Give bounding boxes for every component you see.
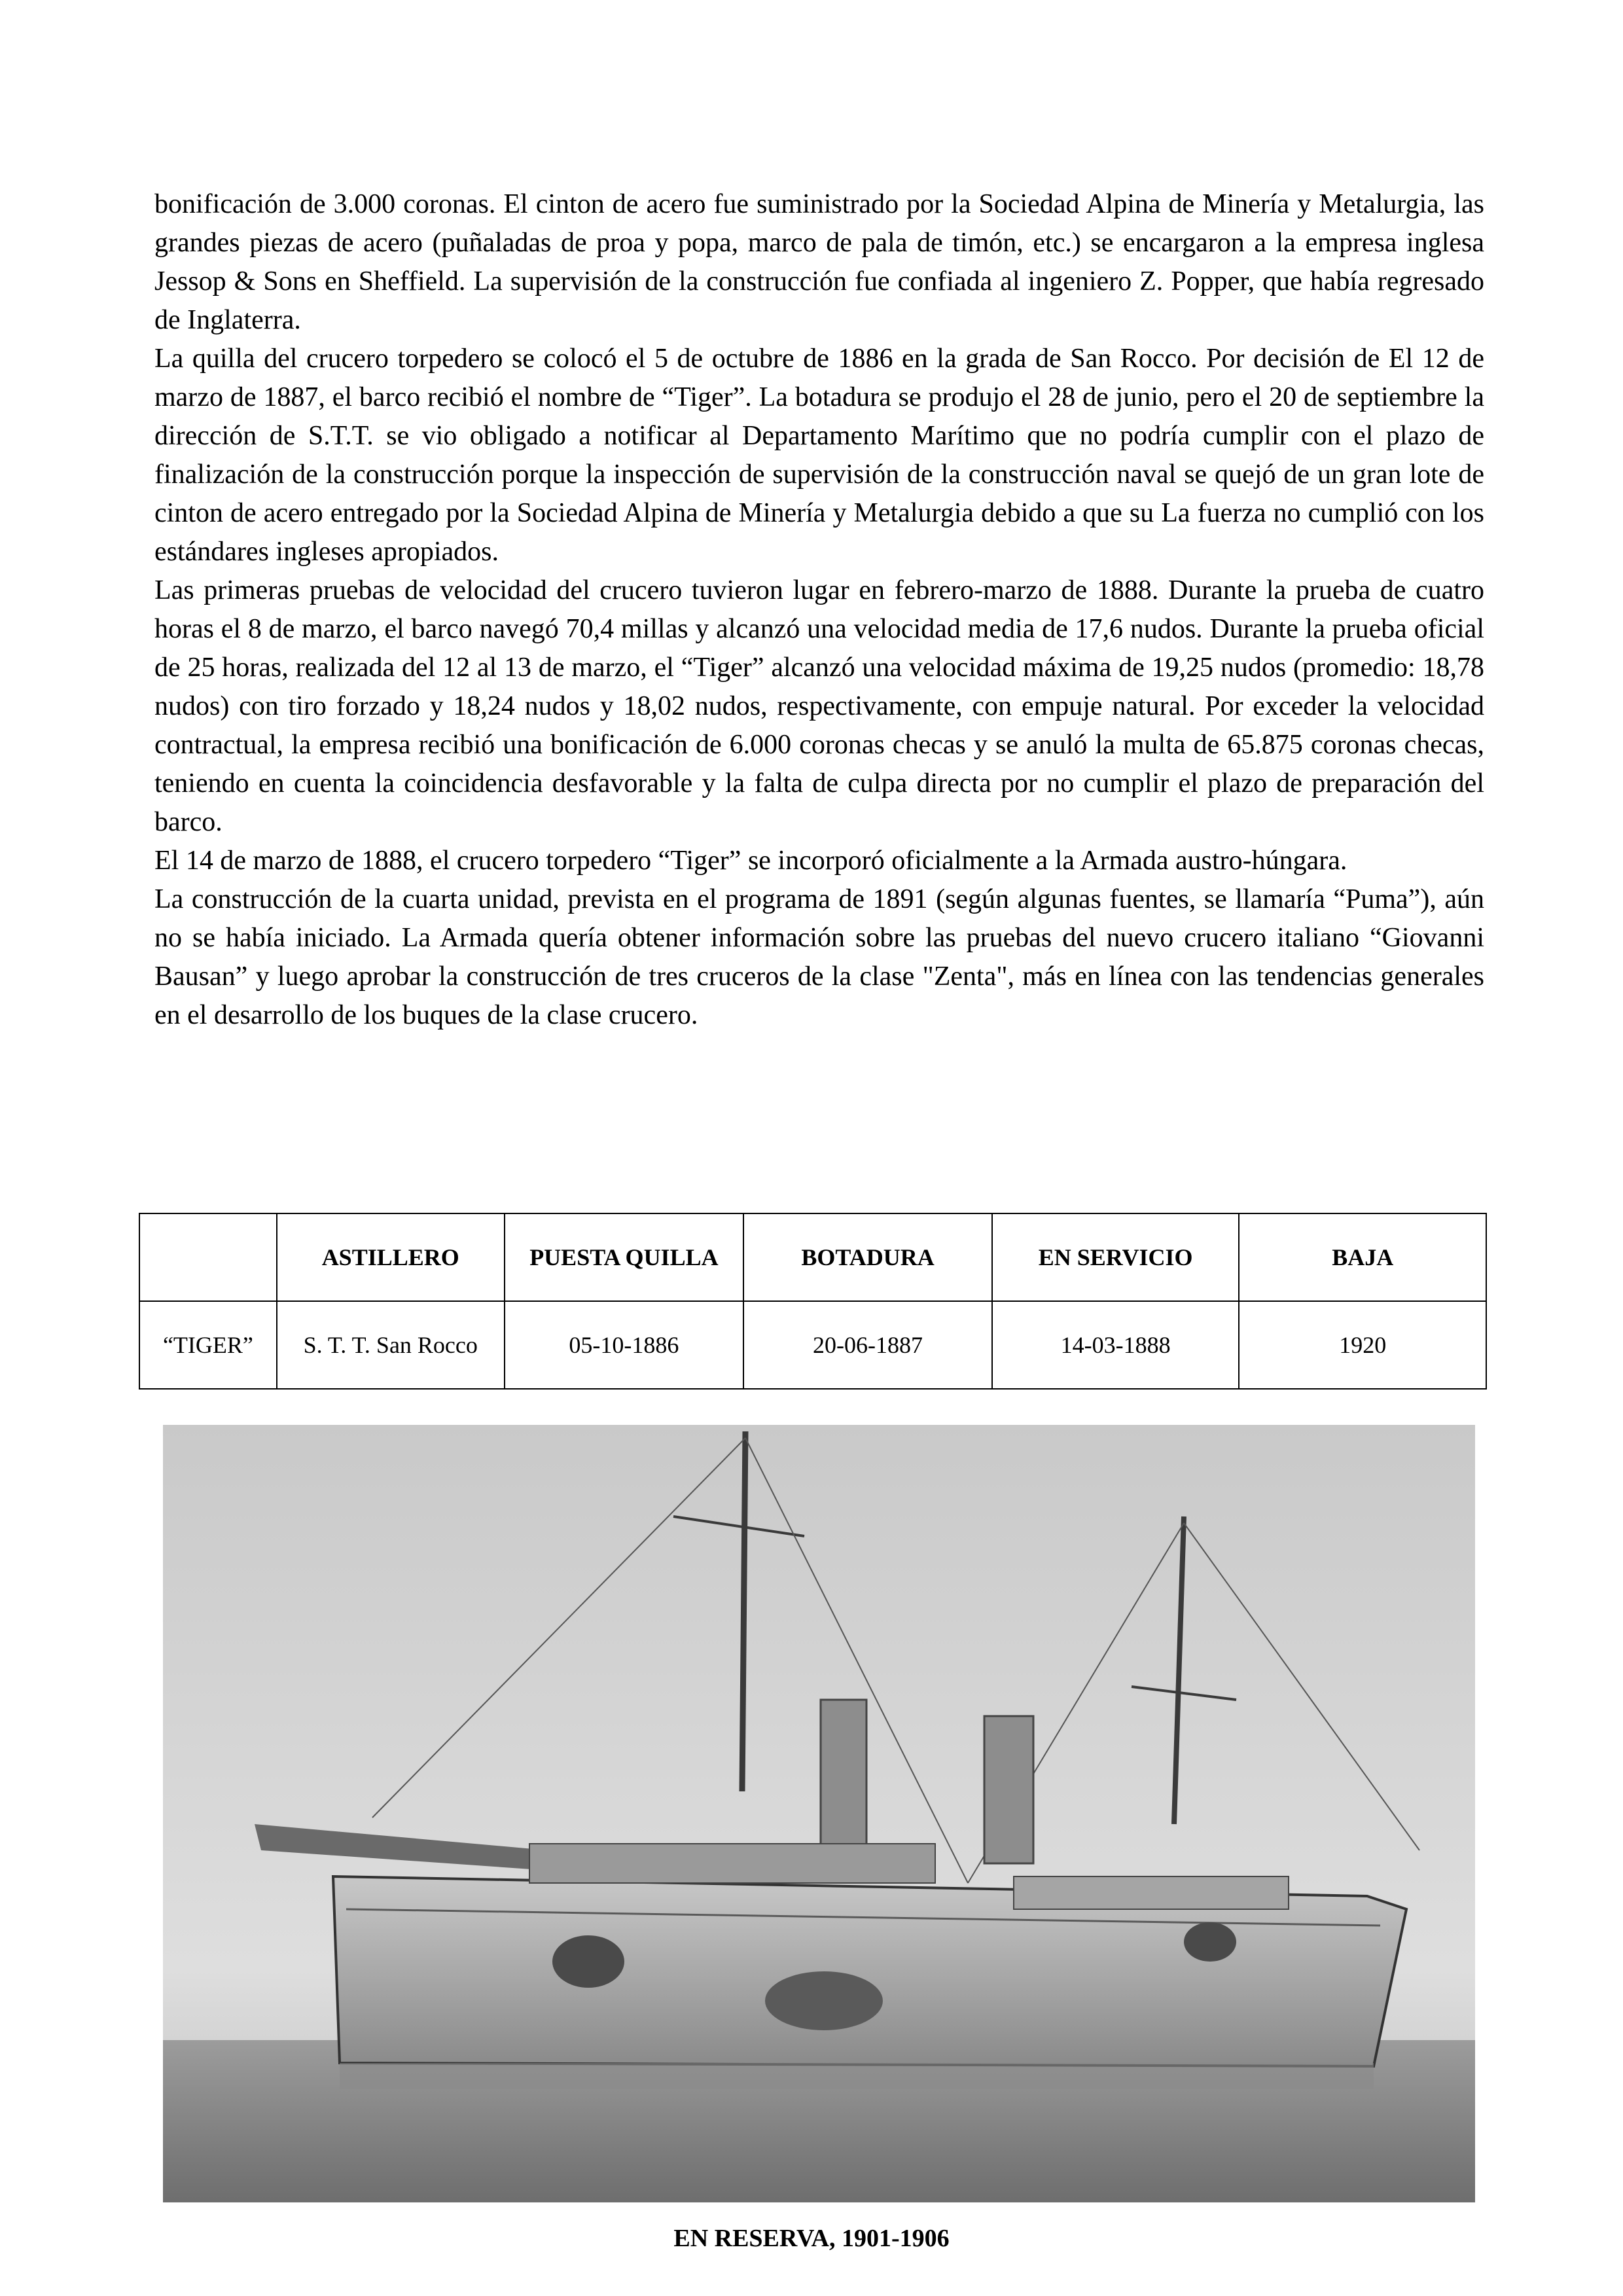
- body-text: [154, 185, 1484, 1035]
- header-astillero: ASTILLERO: [277, 1213, 505, 1301]
- ship-illustration: [163, 1425, 1475, 2202]
- paragraph-1: bonificación de 3.000 coronas. El cinton de acero fue suministrado por la Sociedad Alpina de Minería y Metalurgia, las grandes piezas de acero (puñaladas de proa y popa, marco de pala de timón, etc.) se encargaron a la empresa inglesa Jessop & Sons en Sheffield. La supervisión de la construcción fue confiada al ingeniero Z. Popper, que había regresado de Inglaterra.: [154, 189, 1484, 335]
- cell-baja: 1920: [1239, 1301, 1486, 1389]
- table-header-row: [139, 1213, 1486, 1301]
- cell-ship-name: “TIGER”: [139, 1301, 277, 1389]
- header-botadura: BOTADURA: [743, 1213, 992, 1301]
- header-en-servicio: EN SERVICIO: [992, 1213, 1240, 1301]
- header-empty: [139, 1213, 277, 1301]
- paragraph-2: La quilla del crucero torpedero se colocó el 5 de octubre de 1886 en la grada de San Rocco. Por decisión de El 12 de marzo de 1887, el barco recibió el nombre de “Tiger”. La botadura se produjo el 28 de junio, pero el 20 de septiembre la dirección de S.T.T. se vio obligado a notificar al Departamento Marítimo que no podría cumplir con el plazo de finalización de la construcción porque la inspección de supervisión de la construcción naval se quejó de un gran lote de cinton de acero entregado por la Sociedad Alpina de Minería y Metalurgia debido a que su La fuerza no cumplió con los estándares ingleses apropiados.: [154, 344, 1484, 567]
- paragraph-4: El 14 de marzo de 1888, el crucero torpedero “Tiger” se incorporó oficialmente a la Armada austro-húngara.: [154, 846, 1347, 876]
- header-puesta-quilla: PUESTA QUILLA: [505, 1213, 744, 1301]
- cell-botadura: 20-06-1887: [743, 1301, 992, 1389]
- cell-astillero: S. T. T. San Rocco: [277, 1301, 505, 1389]
- paragraph-5: La construcción de la cuarta unidad, prevista en el programa de 1891 (según algunas fuentes, se llamaría “Puma”), aún no se había iniciado. La Armada quería obtener información sobre las pruebas del nuevo crucero italiano “Giovanni Bausan” y luego aprobar la construcción de tres cruceros de la clase "Zenta", más en línea con las tendencias generales en el desarrollo de los buques de la clase crucero.: [154, 884, 1484, 1030]
- ship-photo: [163, 1425, 1475, 2202]
- cell-en-servicio: 14-03-1888: [992, 1301, 1240, 1389]
- cell-puesta-quilla: 05-10-1886: [505, 1301, 744, 1389]
- ship-data-table: [139, 1213, 1487, 1390]
- photo-caption: EN RESERVA, 1901-1906: [673, 2225, 950, 2252]
- table-row: [139, 1301, 1486, 1389]
- header-baja: BAJA: [1239, 1213, 1486, 1301]
- paragraph-3: Las primeras pruebas de velocidad del crucero tuvieron lugar en febrero-marzo de 1888. Durante la prueba de cuatro horas el 8 de marzo, el barco navegó 70,4 millas y alcanzó una velocidad media de 17,6 nudos. Durante la prueba oficial de 25 horas, realizada del 12 al 13 de marzo, el “Tiger” alcanzó una velocidad máxima de 19,25 nudos (promedio: 18,78 nudos) con tiro forzado y 18,24 nudos y 18,02 nudos, respectivamente, con empuje natural. Por exceder la velocidad contractual, la empresa recibió una bonificación de 6.000 coronas checas y se anuló la multa de 65.875 coronas checas, teniendo en cuenta la coincidencia desfavorable y la falta de culpa directa por no cumplir el plazo de preparación del barco.: [154, 575, 1484, 837]
